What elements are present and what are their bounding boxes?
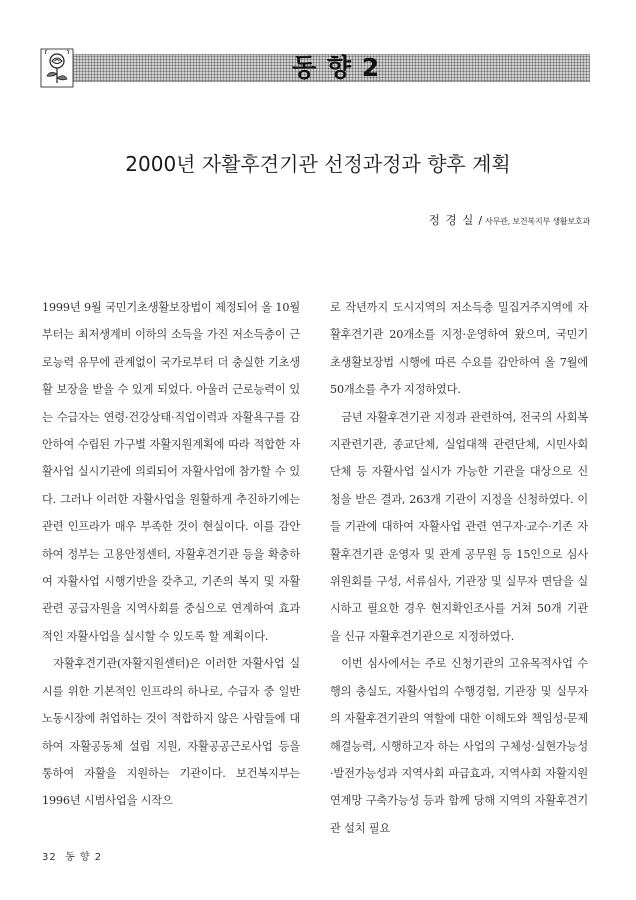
- paragraph: 이번 심사에서는 주로 신청기관의 고유목적사업 수행의 충실도, 자활사업의 수행경험, 기관장 및 실무자의 자활후견기관의 역할에 대한 이해도와 책임성·문제해결능력, 시행하고자 하는 사업의 구체성·실현가능성·발전가능성과 지역사회 파급효과, 지역사회 자활지원 연계망 구축가능성 등과 함께 당해 지역의 자활후견기관 설치 필요: [330, 657, 588, 835]
- page-footer: [42, 848, 102, 863]
- footer-section: 동 향 2: [65, 852, 103, 863]
- body-column-right: [330, 294, 588, 842]
- rose-icon: [38, 46, 76, 90]
- page-number: 32: [42, 852, 57, 863]
- author-name: 정 경 실: [428, 213, 475, 227]
- paragraph: 1999년 9월 국민기초생활보장법이 제정되어 올 10월부터는 최저생계비 이하의 소득을 가진 저소득층이 근로능력 유무에 관계없이 국가로부터 더 충실한 기초생활 보장을 받을 수 있게 되었다. 아울러 근로능력이 있는 수급자는 연령·건강상태·직업이력과 자활욕구를 감안하여 수립된 가구별 자활지원계획에 따라 적합한 자활사업 실시기관에 의뢰되어 자활사업에 참가할 수 있다. 그러나 이러한 자활사업을 원활하게 추진하기에는 관련 인프라가 매우 부족한 것이 현실이다. 이를 감안하여 정부는 고용안정센터, 자활후견기관 등을 확충하여 자활사업 시행기반을 갖추고, 기존의 복지 및 자활관련 공급자원을 지역사회를 중심으로 연계하여 효과적인 자활사업을 실시할 수 있도록 할 계획이다.: [42, 301, 300, 643]
- section-title: 동 향 2: [292, 53, 381, 82]
- byline: [429, 212, 590, 228]
- article-title: 2000년 자활후견기관 선정과정과 향후 계획: [125, 152, 511, 176]
- byline-separator: /: [478, 214, 483, 227]
- body-column-left: [42, 294, 300, 815]
- paragraph: 금년 자활후견기관 지정과 관련하여, 전국의 사회복지관련기관, 종교단체, 실업대책 관련단체, 시민사회단체 등 자활사업 실시가 가능한 기관을 대상으로 신청을 받은 결과, 263개 기관이 지정을 신청하였다. 이들 기관에 대하여 자활사업 관련 연구자·교수·기존 자활후견기관 운영자 및 관계 공무원 등 15인으로 심사위원회를 구성, 서류심사, 기관장 및 실무자 면담을 실시하고 필요한 경우 현지확인조사를 거쳐 50개 기관을 신규 자활후견기관으로 지정하였다.: [330, 410, 588, 643]
- paragraph: 자활후견기관(자활지원센터)은 이러한 자활사업 실시를 위한 기본적인 인프라의 하나로, 수급자 중 일반 노동시장에 취업하는 것이 적합하지 않은 사람들에 대하여 자활공동체 설립 지원, 자활공공근로사업 등을 통하여 자활을 지원하는 기관이다. 보건복지부는 1996년 시범사업을 시작으: [42, 657, 300, 808]
- section-header: [38, 46, 590, 90]
- author-affiliation: 사무관, 보건복지부 생활보호과: [485, 217, 590, 226]
- paragraph: 로 작년까지 도시지역의 저소득층 밀집거주지역에 자활후견기관 20개소를 지정·운영하여 왔으며, 국민기초생활보장법 시행에 따른 수요를 감안하여 올 7월에 50개소를 추가 지정하였다.: [330, 301, 588, 397]
